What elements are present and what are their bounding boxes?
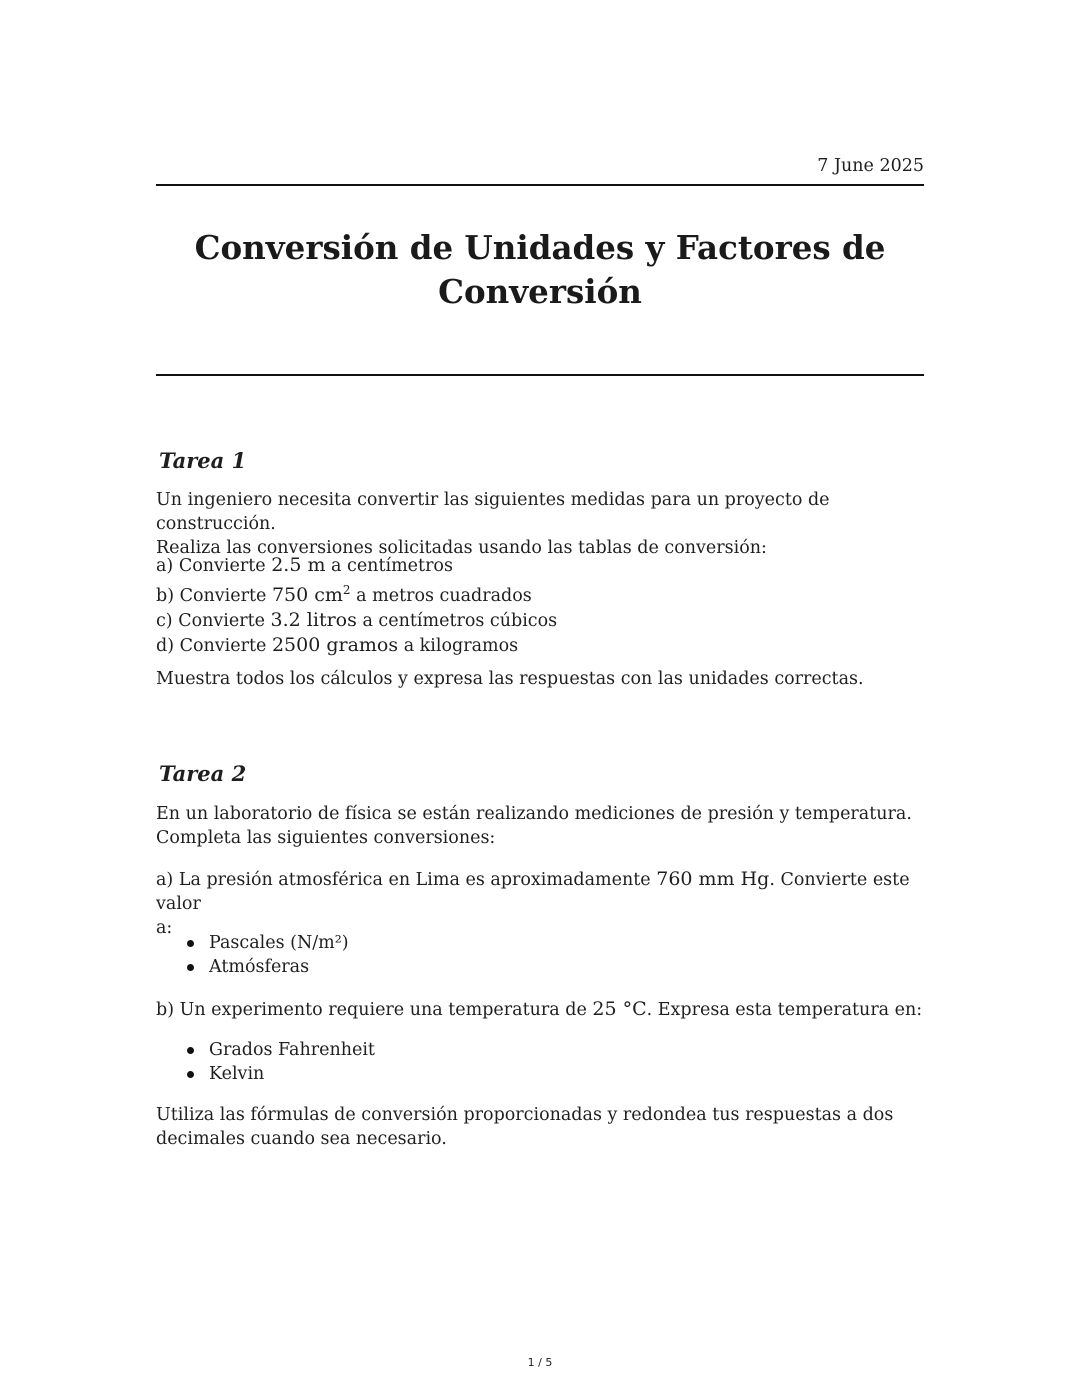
task2-part-a-line-1: a) La presión atmosférica en Lima es aproximadamente 760 mm Hg. Convierte este valor [156, 868, 910, 914]
task2-closing [156, 1103, 924, 1151]
task2-part-b: b) Un experimento requiere una temperatura de 25 °C. Expresa esta temperatura en: [156, 998, 923, 1020]
task1-item-c: c) Convierte 3.2 litros a centímetros cúbicos [156, 608, 558, 631]
task2-intro [156, 802, 924, 850]
task2-closing-line-2: decimales cuando sea necesario. [156, 1129, 447, 1149]
task2-part-b-bullets [156, 1038, 924, 1086]
document-title [156, 226, 924, 314]
list-item: Kelvin [156, 1062, 924, 1086]
task2-intro-line-2: Completa las siguientes conversiones: [156, 828, 496, 848]
page-number: 1 / 5 [527, 1356, 553, 1369]
task1-item-d: d) Convierte 2500 gramos a kilogramos [156, 633, 519, 656]
title-line-1: Conversión de Unidades y Factores de [194, 228, 886, 267]
task2-part-a-bullets [156, 931, 924, 979]
task2-part-a-line-2: a: [156, 918, 173, 938]
task1-item-a: a) Convierte 2.5 m a centímetros [156, 554, 453, 576]
document-date: 7 June 2025 [817, 156, 924, 176]
header-rule [156, 184, 924, 186]
task1-intro [156, 488, 924, 560]
list-item: Atmósferas [156, 955, 924, 979]
title-line-2: Conversión [438, 272, 642, 311]
task1-items [156, 553, 924, 658]
task1-item-b: b) Convierte 750 $cm^2$ a metros cuadrados [156, 583, 532, 606]
title-rule [156, 374, 924, 376]
task2-part-a [156, 867, 924, 940]
task2-intro-line-1: En un laboratorio de física se están realizando mediciones de presión y temperatura. [156, 804, 912, 824]
task1-title: Tarea 1 [159, 448, 247, 473]
list-item: Pascales (N/m²) [156, 931, 924, 955]
task2-closing-line-1: Utiliza las fórmulas de conversión proporcionadas y redondea tus respuestas a dos [156, 1105, 894, 1125]
task1-closing: Muestra todos los cálculos y expresa las respuestas con las unidades correctas. [156, 669, 864, 689]
task1-intro-line-2: Realiza las conversiones solicitadas usando las tablas de conversión: [156, 538, 767, 558]
task1-intro-line-1: Un ingeniero necesita convertir las siguientes medidas para un proyecto de construcción. [156, 490, 830, 534]
task2-title: Tarea 2 [159, 761, 247, 786]
list-item: Grados Fahrenheit [156, 1038, 924, 1062]
